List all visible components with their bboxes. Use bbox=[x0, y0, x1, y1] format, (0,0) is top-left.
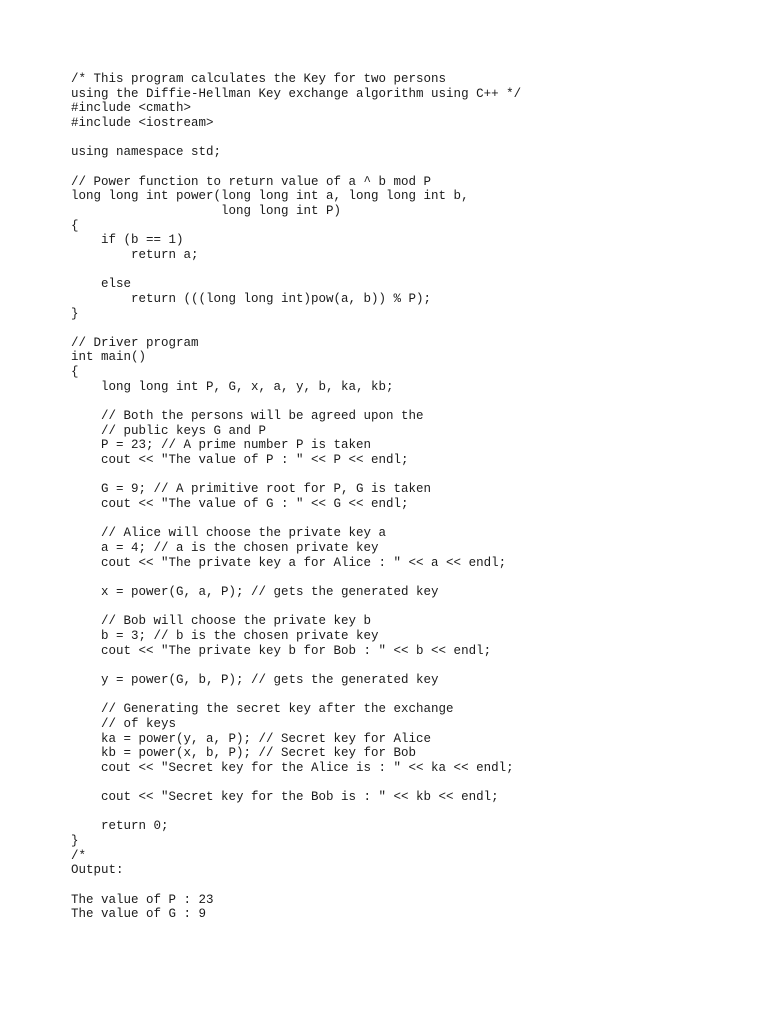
code-line bbox=[71, 776, 521, 791]
code-line: { bbox=[71, 218, 79, 233]
code-line bbox=[71, 394, 521, 409]
code-line: return a; bbox=[71, 247, 199, 262]
code-line: return (((long long int)pow(a, b)) % P); bbox=[71, 291, 432, 306]
code-line bbox=[71, 600, 521, 615]
code-line bbox=[71, 805, 521, 820]
code-line: y = power(G, b, P); // gets the generated key bbox=[71, 672, 439, 687]
code-line: { bbox=[71, 365, 79, 380]
code-line bbox=[71, 263, 521, 278]
code-line bbox=[71, 658, 521, 673]
code-line: // Power function to return value of a ^ b mod P bbox=[71, 174, 432, 189]
code-line: #include <cmath> bbox=[71, 101, 192, 116]
code-line: using namespace std; bbox=[71, 145, 222, 160]
code-line: using the Diffie-Hellman Key exchange algorithm using C++ */ bbox=[71, 86, 522, 101]
code-line bbox=[71, 570, 521, 585]
code-line: x = power(G, a, P); // gets the generated key bbox=[71, 584, 439, 599]
code-line: #include <iostream> bbox=[71, 115, 214, 130]
code-line: return 0; bbox=[71, 819, 169, 834]
code-line: Output: bbox=[71, 863, 124, 878]
code-line bbox=[71, 688, 521, 703]
code-line: else bbox=[71, 277, 132, 292]
code-line: a = 4; // a is the chosen private key bbox=[71, 541, 379, 555]
code-line: } bbox=[71, 834, 79, 849]
code-line: The value of P : 23 bbox=[71, 892, 214, 907]
code-line: // Bob will choose the private key b bbox=[71, 614, 372, 629]
code-line: long long int P) bbox=[71, 203, 342, 218]
code-line: G = 9; // A primitive root for P, G is taken bbox=[71, 482, 432, 497]
code-line: cout << "The value of G : " << G << endl; bbox=[71, 497, 409, 512]
code-line bbox=[71, 160, 521, 175]
code-line: long long int power(long long int a, long long int b, bbox=[71, 189, 469, 204]
code-line: cout << "The private key b for Bob : " << b << endl; bbox=[71, 643, 492, 658]
code-line: cout << "Secret key for the Alice is : " << ka << endl; bbox=[71, 760, 514, 775]
code-line: cout << "The value of P : " << P << endl; bbox=[71, 453, 409, 468]
code-listing bbox=[71, 72, 521, 922]
code-line: // Alice will choose the private key a bbox=[71, 526, 387, 541]
code-line: /* This program calculates the Key for two persons bbox=[71, 72, 447, 86]
code-line bbox=[71, 878, 521, 893]
code-line bbox=[71, 321, 521, 336]
code-line bbox=[71, 468, 521, 483]
code-line: ka = power(y, a, P); // Secret key for Alice bbox=[71, 731, 432, 746]
code-line: P = 23; // A prime number P is taken bbox=[71, 438, 372, 453]
code-line: kb = power(x, b, P); // Secret key for Bob bbox=[71, 746, 417, 761]
code-line: } bbox=[71, 306, 79, 321]
code-line: if (b == 1) bbox=[71, 233, 184, 248]
code-line: b = 3; // b is the chosen private key bbox=[71, 628, 379, 643]
code-line: cout << "The private key a for Alice : " << a << endl; bbox=[71, 555, 507, 570]
code-line: // public keys G and P bbox=[71, 423, 267, 438]
code-line: // of keys bbox=[71, 716, 177, 731]
code-line: // Generating the secret key after the exchange bbox=[71, 702, 454, 717]
code-line: // Driver program bbox=[71, 335, 199, 350]
code-line: The value of G : 9 bbox=[71, 907, 207, 922]
code-line bbox=[71, 512, 521, 527]
code-line: long long int P, G, x, a, y, b, ka, kb; bbox=[71, 379, 394, 394]
code-line: cout << "Secret key for the Bob is : " << kb << endl; bbox=[71, 790, 499, 805]
code-line: // Both the persons will be agreed upon the bbox=[71, 409, 424, 424]
code-line: /* bbox=[71, 848, 87, 863]
code-line bbox=[71, 131, 521, 146]
code-line: int main() bbox=[71, 350, 147, 365]
